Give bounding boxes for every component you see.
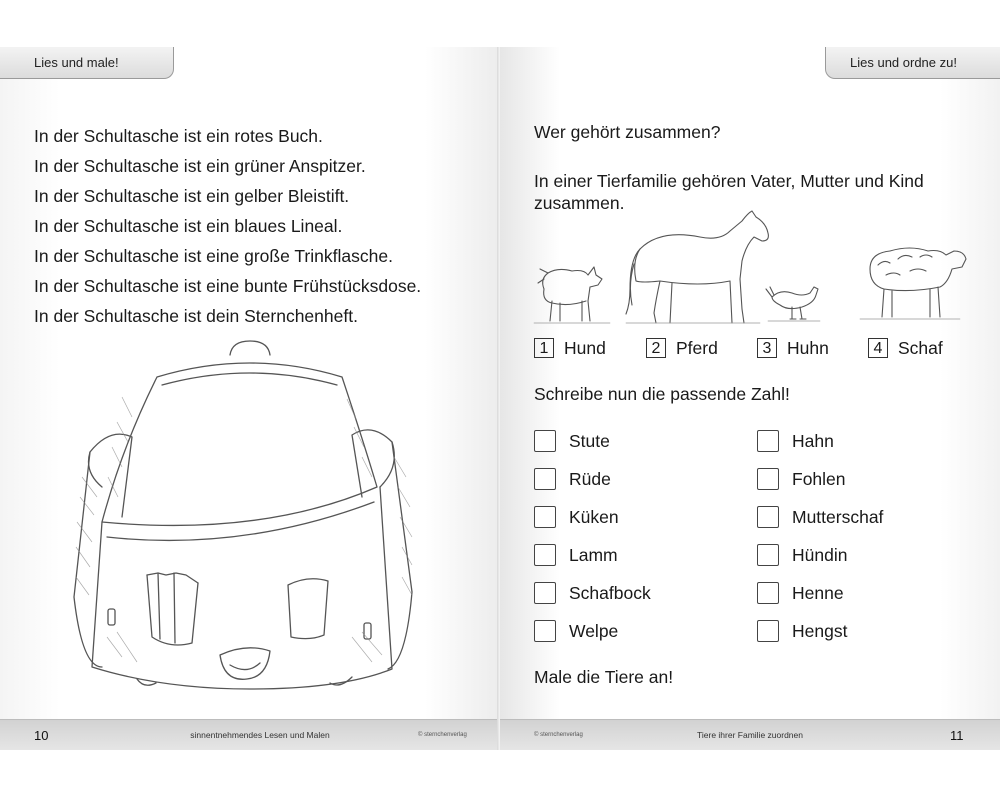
- animal-name: Huhn: [787, 337, 829, 358]
- animal-number: 3: [757, 338, 777, 358]
- left-page-tab: Lies und male!: [0, 47, 174, 79]
- sentence: In der Schultasche ist eine bunte Frühstücksdose.: [34, 276, 422, 296]
- answer-label: Welpe: [569, 620, 619, 641]
- answer-box[interactable]: [534, 430, 556, 452]
- horse-drawing: [626, 211, 768, 323]
- animal-number: 1: [534, 338, 554, 358]
- animal-name: Hund: [564, 337, 606, 358]
- answer-item: [534, 429, 610, 453]
- answer-box[interactable]: [757, 468, 779, 490]
- footer-section: sinnentnehmendes Lesen und Malen: [190, 730, 330, 740]
- dog-drawing: [538, 267, 602, 321]
- sentence-list: [34, 121, 421, 331]
- sentence: In der Schultasche ist dein Sternchenheft.: [34, 306, 358, 326]
- right-page: [500, 47, 1000, 750]
- left-page: [0, 47, 500, 750]
- answer-item: [534, 543, 618, 567]
- animal-label-2: [646, 337, 718, 359]
- answer-label: Küken: [569, 506, 619, 527]
- answer-box[interactable]: [757, 430, 779, 452]
- answer-item: [757, 429, 834, 453]
- answer-box[interactable]: [757, 620, 779, 642]
- answer-box[interactable]: [534, 544, 556, 566]
- animal-number: 2: [646, 338, 666, 358]
- footer-section: Tiere ihrer Familie zuordnen: [697, 730, 803, 740]
- answer-item: [534, 581, 651, 605]
- animal-number: 4: [868, 338, 888, 358]
- sentence: In der Schultasche ist ein gelber Bleistift.: [34, 186, 350, 206]
- intro-line: zusammen.: [534, 193, 625, 213]
- page-number: 10: [34, 728, 49, 743]
- answer-label: Stute: [569, 430, 610, 451]
- intro-line: In einer Tierfamilie gehören Vater, Mutter und Kind: [534, 171, 924, 191]
- answer-label: Fohlen: [792, 468, 846, 489]
- answer-item: [757, 543, 847, 567]
- right-page-tab: Lies und ordne zu!: [825, 47, 1000, 79]
- answer-box[interactable]: [757, 582, 779, 604]
- answer-item: [757, 505, 883, 529]
- answer-item: [757, 619, 847, 643]
- answer-label: Hengst: [792, 620, 848, 641]
- animal-drawings: [530, 209, 970, 334]
- answer-label: Schafbock: [569, 582, 651, 603]
- animal-label-1: [534, 337, 606, 359]
- answer-item: [534, 505, 619, 529]
- answer-box[interactable]: [534, 468, 556, 490]
- answer-item: [757, 467, 846, 491]
- answer-box[interactable]: [757, 506, 779, 528]
- instruction: Schreibe nun die passende Zahl!: [534, 384, 790, 404]
- answer-item: [757, 581, 844, 605]
- animal-name: Schaf: [898, 337, 943, 358]
- page-number: 11: [950, 728, 964, 743]
- answer-label: Lamm: [569, 544, 618, 565]
- left-footer: [0, 719, 500, 750]
- sentence: In der Schultasche ist ein grüner Anspitzer.: [34, 156, 366, 176]
- right-footer: [500, 719, 1000, 750]
- answer-label: Mutterschaf: [792, 506, 884, 527]
- answer-box[interactable]: [757, 544, 779, 566]
- answer-label: Henne: [792, 582, 844, 603]
- answer-box[interactable]: [534, 506, 556, 528]
- sheep-drawing: [870, 248, 966, 317]
- sentence: In der Schultasche ist ein rotes Buch.: [34, 126, 323, 146]
- footer-publisher: © sternchenverlag: [418, 732, 467, 738]
- animal-label-4: [868, 337, 943, 359]
- schoolbag-drawing: [62, 337, 432, 702]
- answer-label: Hündin: [792, 544, 848, 565]
- sentence: In der Schultasche ist ein blaues Lineal.: [34, 216, 343, 236]
- answer-item: [534, 467, 611, 491]
- answer-item: [534, 619, 618, 643]
- closing-instruction: Male die Tiere an!: [534, 667, 674, 687]
- answer-label: Rüde: [569, 468, 611, 489]
- footer-publisher: © sternchenverlag: [534, 732, 583, 738]
- sentence: In der Schultasche ist eine große Trinkflasche.: [34, 246, 393, 266]
- answer-box[interactable]: [534, 620, 556, 642]
- hen-drawing: [766, 287, 818, 319]
- answer-box[interactable]: [534, 582, 556, 604]
- animal-label-3: [757, 337, 829, 359]
- answer-label: Hahn: [792, 430, 834, 451]
- question: Wer gehört zusammen?: [534, 122, 721, 142]
- animal-name: Pferd: [676, 337, 718, 358]
